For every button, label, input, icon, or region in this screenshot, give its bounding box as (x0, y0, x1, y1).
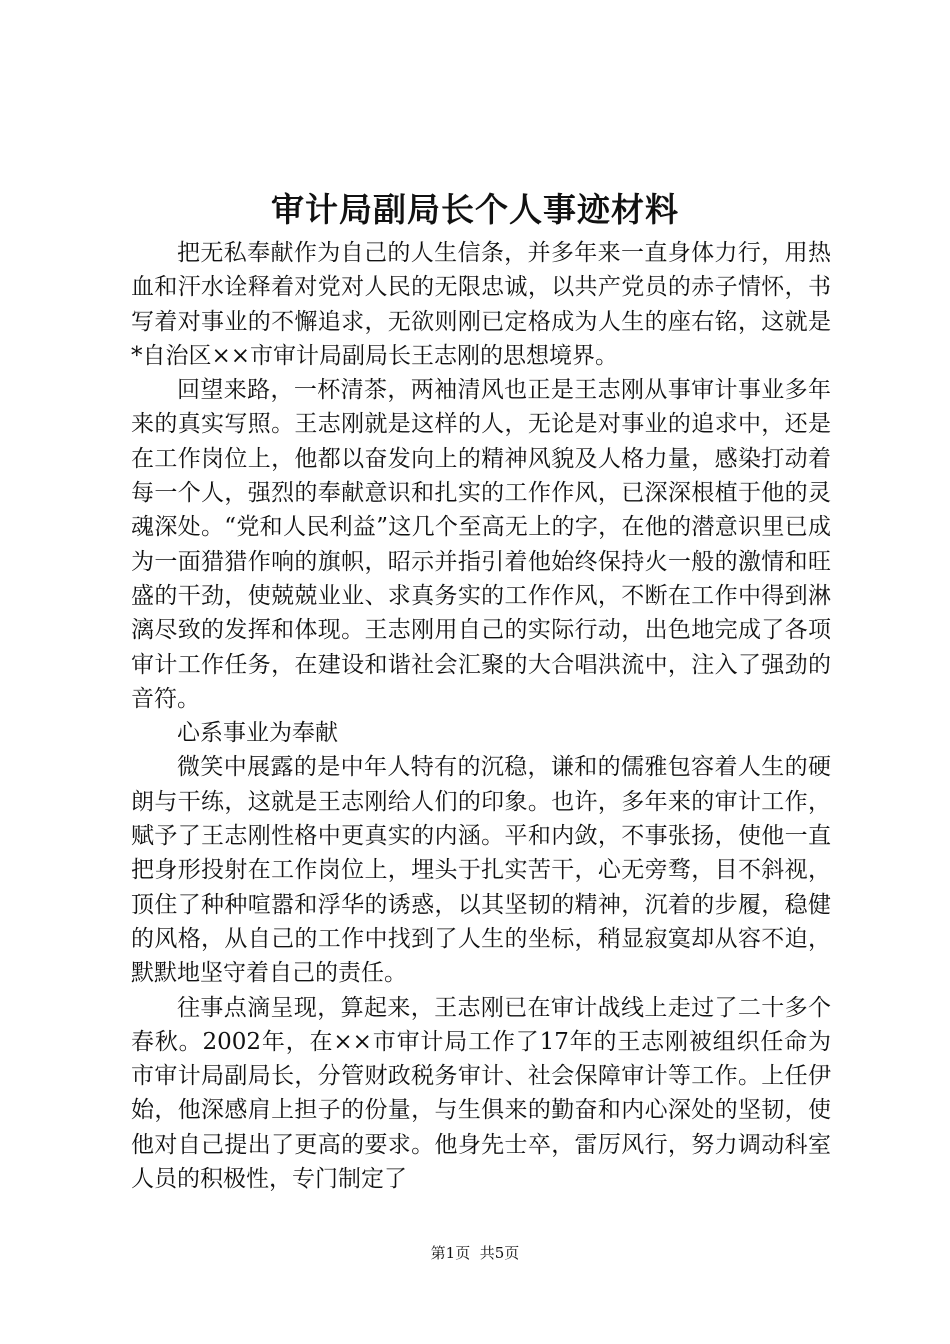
page-number: 第1页 (430, 1244, 471, 1262)
document-body (131, 236, 831, 1196)
page-footer (0, 1242, 950, 1264)
section-heading: 心系事业为奉献 (177, 720, 338, 747)
page-total: 共5页 (479, 1244, 520, 1262)
paragraph-1: 把无私奉献作为自己的人生信条，并多年来一直身体力行，用热血和汗水诠释着对党对人民的无限忠诚，以共产党员的赤子情怀，书写着对事业的不懈追求，无欲则刚已定格成为人生的座右铭，这就是*自治区××市审计局副局长王志刚的思想境界。 (131, 240, 831, 369)
paragraph-4: 往事点滴呈现，算起来，王志刚已在审计战线上走过了二十多个春秋。2002年，在××市审计局工作了17年的王志刚被组织任命为市审计局副局长，分管财政税务审计、社会保障审计等工作。上任伊始，他深感肩上担子的份量，与生俱来的勤奋和内心深处的坚韧，使他对自己提出了更高的要求。他身先士卒，雷厉风行，努力调动科室人员的积极性，专门制定了 (131, 994, 831, 1193)
paragraph-2: 回望来路，一杯清茶，两袖清风也正是王志刚从事审计事业多年来的真实写照。王志刚就是这样的人，无论是对事业的追求中，还是在工作岗位上，他都以奋发向上的精神风貌及人格力量，感染打动着每一个人，强烈的奉献意识和扎实的工作作风，已深深根植于他的灵魂深处。“党和人民利益”这几个至高无上的字，在他的潜意识里已成为一面猎猎作响的旗帜，昭示并指引着他始终保持火一般的激情和旺盛的干劲，使兢兢业业、求真务实的工作作风，不断在工作中得到淋漓尽致的发挥和体现。王志刚用自己的实际行动，出色地完成了各项审计工作任务，在建设和谐社会汇聚的大合唱洪流中，注入了强劲的音符。 (131, 377, 831, 712)
paragraph-3: 微笑中展露的是中年人特有的沉稳，谦和的儒雅包容着人生的硬朗与干练，这就是王志刚给人们的印象。也许，多年来的审计工作，赋予了王志刚性格中更真实的内涵。平和内敛，不事张扬，使他一直把身形投射在工作岗位上，埋头于扎实苦干，心无旁骛，目不斜视，顶住了种种喧嚣和浮华的诱惑，以其坚韧的精神，沉着的步履，稳健的风格，从自己的工作中找到了人生的坐标，稍显寂寞却从容不迫，默默地坚守着自己的责任。 (131, 754, 831, 987)
document-title: 审计局副局长个人事迹材料 (271, 190, 679, 229)
